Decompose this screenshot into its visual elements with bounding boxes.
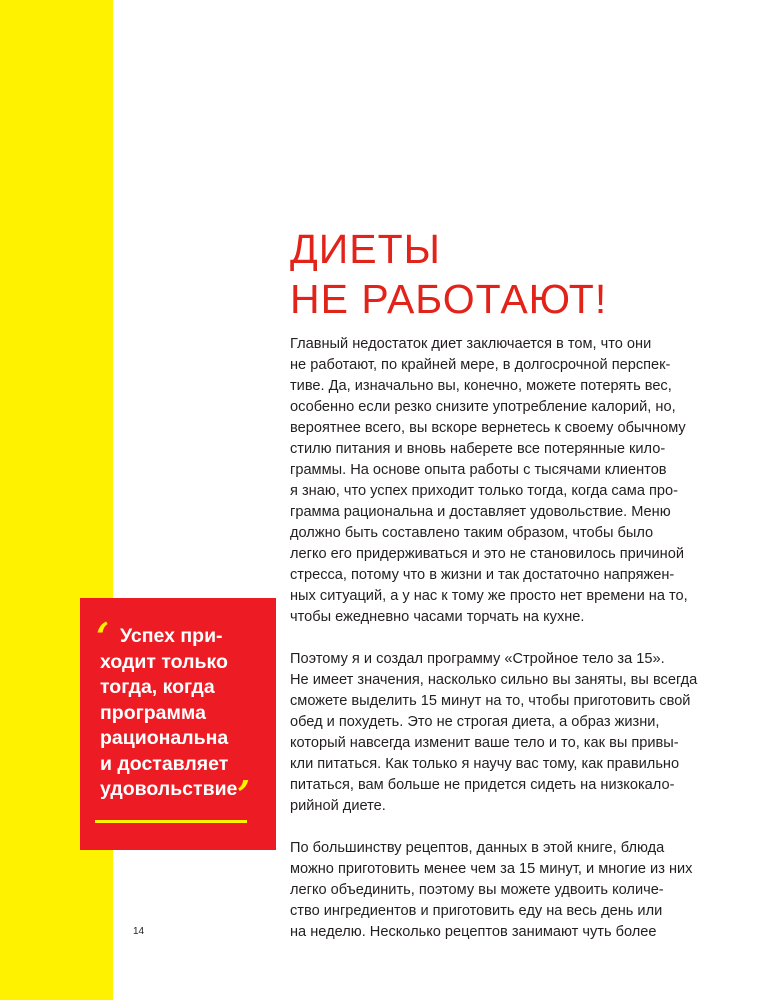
yellow-side-bar — [0, 0, 113, 1000]
quote-line: ходит только — [100, 650, 228, 673]
quote-line: удовольствие — [100, 778, 238, 800]
text-line: вероятнее всего, вы вскоре вернетесь к своему обычному — [290, 420, 686, 436]
page-title — [290, 224, 730, 324]
text-line: чтобы ежедневно часами торчать на кухне. — [290, 609, 585, 625]
text-line: должно быть составлено таким образом, чтобы было — [290, 525, 654, 541]
title-line: НЕ РАБОТАЮТ! — [290, 276, 608, 322]
quote-line: Успех при- — [120, 625, 223, 647]
quote-line: рациональна — [100, 727, 229, 749]
open-quote-mark: ‘ — [96, 614, 110, 659]
text-line: кли питаться. Как только я научу вас тому, как правильно — [290, 756, 680, 772]
quote-underline-rule — [95, 820, 247, 823]
text-line: особенно если резко снизите употребление калорий, но, — [290, 399, 676, 415]
text-line: ных ситуаций, а у нас к тому же просто нет времени на то, — [290, 588, 688, 604]
page-number: 14 — [133, 926, 145, 937]
text-line: граммы. На основе опыта работы с тысячами клиентов — [290, 462, 667, 478]
quote-line: тогда, когда — [100, 676, 215, 698]
text-line: не работают, по крайней мере, в долгосрочной перспек- — [290, 357, 671, 373]
text-line: Главный недостаток диет заключается в том, что они — [290, 336, 652, 352]
title-line: ДИЕТЫ — [290, 226, 441, 272]
text-line: можно приготовить менее чем за 15 минут, и многие из них — [290, 861, 693, 877]
text-line: Не имеет значения, насколько сильно вы заняты, вы всегда — [290, 672, 698, 688]
quote-line: программа — [100, 701, 206, 724]
paragraph — [290, 334, 730, 628]
text-line: я знаю, что успех приходит только тогда, когда сама про- — [290, 483, 678, 499]
text-line: Поэтому я и создал программу «Стройное тело за 15». — [290, 651, 665, 667]
text-line: который навсегда изменит ваше тело и то, как вы привы- — [290, 735, 679, 751]
text-line: стилю питания и вновь наберете все потерянные кило- — [290, 441, 666, 457]
text-line: ство ингредиентов и приготовить еду на весь день или — [290, 903, 663, 919]
text-line: тиве. Да, изначально вы, конечно, можете потерять вес, — [290, 378, 672, 394]
paragraph — [290, 838, 730, 943]
text-line: обед и похудеть. Это не строгая диета, а образ жизни, — [290, 714, 660, 730]
text-line: рийной диете. — [290, 798, 386, 814]
text-line: По большинству рецептов, данных в этой книге, блюда — [290, 840, 665, 856]
text-line: сможете выделить 15 минут на то, чтобы приготовить свой — [290, 693, 691, 709]
body-text — [290, 334, 730, 964]
text-line: легко объединить, поэтому вы можете удвоить количе- — [290, 882, 664, 898]
quote-line: и доставляет — [100, 752, 229, 775]
text-line: легко его придерживаться и это не становилось причиной — [290, 546, 684, 562]
pull-quote-box — [80, 598, 276, 850]
text-line: грамма рациональна и доставляет удовольствие. Меню — [290, 504, 671, 520]
text-line: стресса, потому что в жизни и так достаточно напряжен- — [290, 567, 675, 583]
close-quote-mark: ’ — [237, 772, 251, 817]
text-line: питаться, вам больше не придется сидеть на низкокало- — [290, 777, 675, 793]
paragraph — [290, 649, 730, 817]
text-line: на неделю. Несколько рецептов занимают чуть более — [290, 924, 657, 940]
